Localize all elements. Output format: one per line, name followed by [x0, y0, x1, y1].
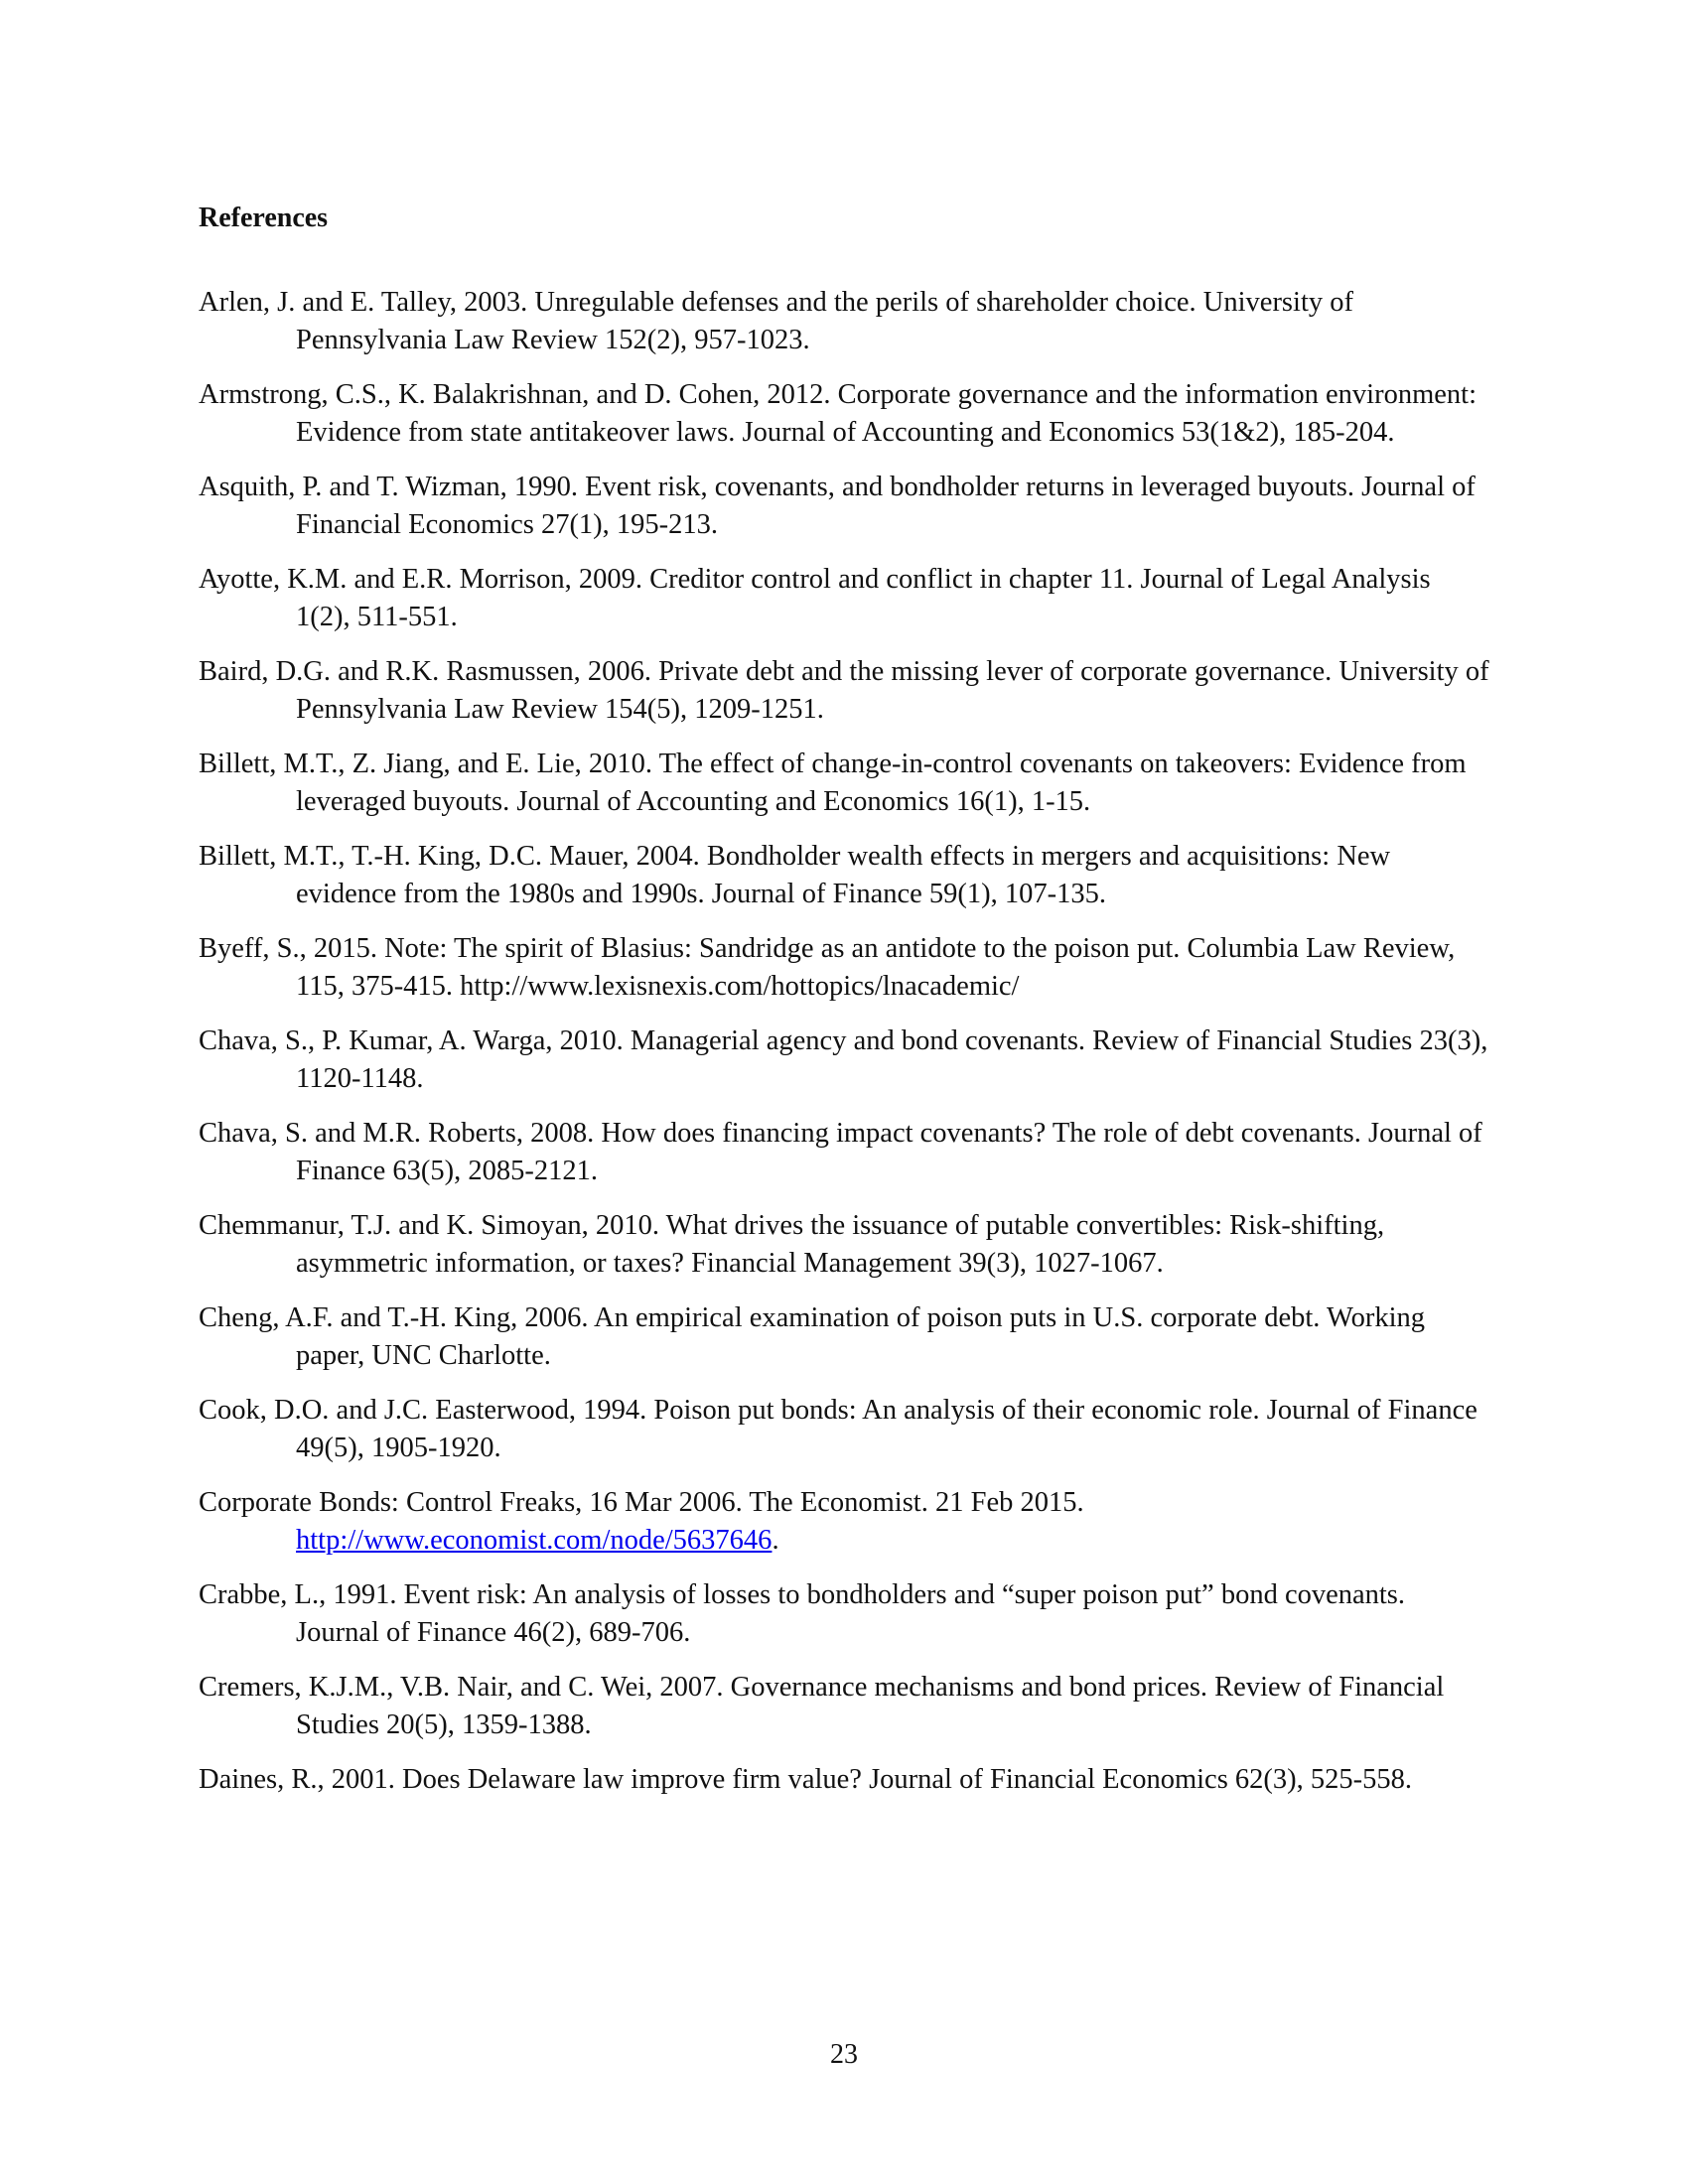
reference-entry: [199, 746, 1489, 820]
economist-link[interactable]: http://www.economist.com/node/5637646: [296, 1524, 773, 1556]
reference-entry: [199, 1761, 1489, 1799]
reference-text: Chava, S., P. Kumar, A. Warga, 2010. Managerial agency and bond covenants. Review of Financial Studies 23(3), 1120-1148.: [199, 1025, 1488, 1094]
reference-entry: [199, 838, 1489, 912]
reference-text: Arlen, J. and E. Talley, 2003. Unregulable defenses and the perils of shareholder choice. University of Pennsylvania Law Review 152(2), 957-1023.: [199, 287, 1353, 355]
reference-text: Asquith, P. and T. Wizman, 1990. Event risk, covenants, and bondholder returns in leveraged buyouts. Journal of Financial Economics 27(1), 195-213.: [199, 472, 1476, 540]
reference-entry: [199, 653, 1489, 728]
reference-entry: [199, 469, 1489, 543]
reference-entry: [199, 1576, 1489, 1651]
reference-text: Cremers, K.J.M., V.B. Nair, and C. Wei, 2007. Governance mechanisms and bond prices. Review of Financial Studies 20(5), 1359-1388.: [199, 1672, 1445, 1740]
reference-text: Baird, D.G. and R.K. Rasmussen, 2006. Private debt and the missing lever of corporate governance. University of Pennsylvania Law Review 154(5), 1209-1251.: [199, 656, 1489, 725]
reference-text: Billett, M.T., Z. Jiang, and E. Lie, 2010. The effect of change-in-control covenants on takeovers: Evidence from leveraged buyouts. Journal of Accounting and Economics 16(1), 1-15.: [199, 749, 1467, 817]
reference-text: Byeff, S., 2015. Note: The spirit of Blasius: Sandridge as an antidote to the poison put. Columbia Law Review, 115, 375-415. http://www.lexisnexis.com/hottopics/lnacademic/: [199, 933, 1456, 1002]
reference-list: [199, 284, 1489, 1817]
reference-text: Cook, D.O. and J.C. Easterwood, 1994. Poison put bonds: An analysis of their economic role. Journal of Finance 49(5), 1905-1920.: [199, 1395, 1477, 1463]
reference-entry: [199, 284, 1489, 358]
references-heading: References: [199, 203, 329, 233]
reference-entry: [199, 1299, 1489, 1374]
reference-text: Armstrong, C.S., K. Balakrishnan, and D. Cohen, 2012. Corporate governance and the information environment: Evidence from state antitakeover laws. Journal of Accounting and Economics 53(1&2), 185-204.: [199, 379, 1477, 448]
reference-entry: [199, 930, 1489, 1005]
reference-entry: [199, 376, 1489, 451]
reference-text: Crabbe, L., 1991. Event risk: An analysis of losses to bondholders and “super poison put” bond covenants. Journal of Finance 46(2), 689-706.: [199, 1579, 1406, 1648]
reference-entry: [199, 1669, 1489, 1743]
reference-entry: [199, 561, 1489, 635]
reference-text: Chava, S. and M.R. Roberts, 2008. How does financing impact covenants? The role of debt covenants. Journal of Finance 63(5), 2085-2121.: [199, 1118, 1482, 1186]
reference-text-tail: .: [772, 1524, 779, 1556]
reference-text: Billett, M.T., T.-H. King, D.C. Mauer, 2004. Bondholder wealth effects in mergers and acquisitions: New evidence from the 1980s and 1990s. Journal of Finance 59(1), 107-135.: [199, 841, 1391, 909]
reference-text: Daines, R., 2001. Does Delaware law improve firm value? Journal of Financial Economics 62(3), 525-558.: [199, 1764, 1413, 1795]
reference-text: Ayotte, K.M. and E.R. Morrison, 2009. Creditor control and conflict in chapter 11. Journal of Legal Analysis 1(2), 511-551.: [199, 564, 1431, 632]
reference-entry: [199, 1392, 1489, 1466]
reference-text: Chemmanur, T.J. and K. Simoyan, 2010. What drives the issuance of putable convertibles: Risk-shifting, asymmetric information, or taxes? Financial Management 39(3), 1027-1067.: [199, 1210, 1385, 1279]
reference-text: Cheng, A.F. and T.-H. King, 2006. An empirical examination of poison puts in U.S. corporate debt. Working paper, UNC Charlotte.: [199, 1302, 1426, 1371]
reference-entry: [199, 1023, 1489, 1097]
reference-text: Corporate Bonds: Control Freaks, 16 Mar 2006. The Economist. 21 Feb 2015.: [199, 1487, 1084, 1518]
page-number: 23: [830, 2039, 858, 2070]
reference-entry: [199, 1115, 1489, 1189]
reference-entry: [199, 1484, 1489, 1559]
reference-entry: [199, 1207, 1489, 1282]
